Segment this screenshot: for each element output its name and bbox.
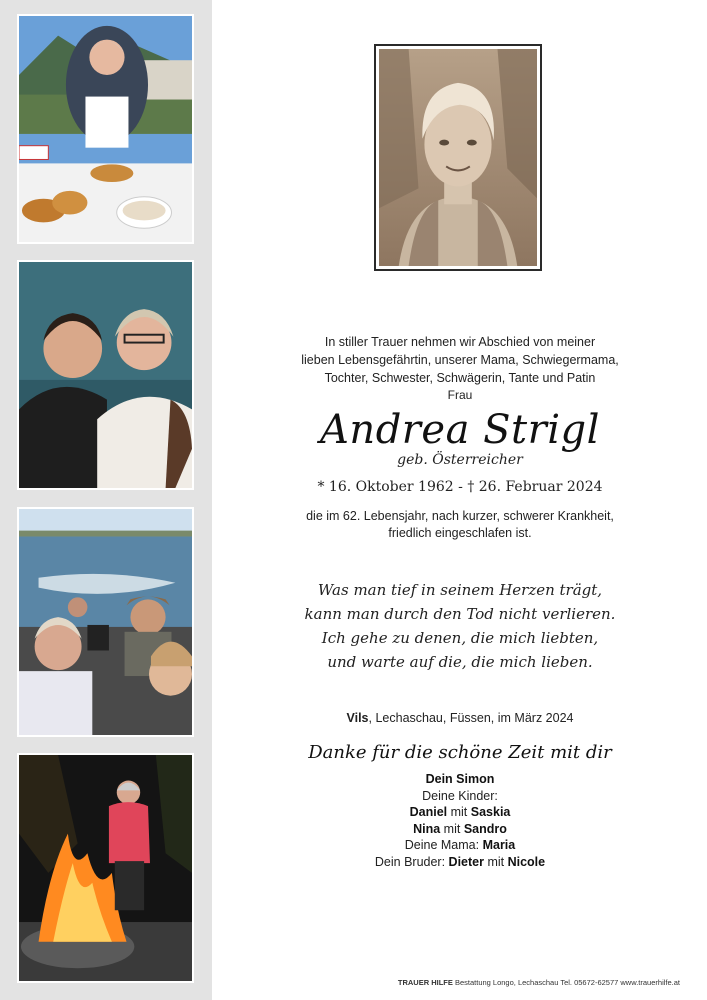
thanks-line: Danke für die schöne Zeit mit dir: [308, 742, 612, 763]
mourners-list: [240, 771, 680, 870]
footer-credit: [240, 978, 680, 987]
title-frau: Frau: [447, 388, 473, 402]
intro-line: In stiller Trauer nehmen wir Abschied von meiner: [324, 335, 596, 349]
signer-partner: Dein Simon: [425, 772, 495, 786]
portrait-sepia: [374, 44, 542, 271]
verse-line: Ich gehe zu denen, die mich liebten,: [321, 629, 599, 647]
verse-line: kann man durch den Tod nicht verlieren.: [304, 605, 616, 623]
verse-line: und warte auf die, die mich lieben.: [327, 653, 593, 671]
place-rest: , Lechaschau, Füssen, im März 2024: [368, 711, 574, 725]
intro-line: lieben Lebensgefährtin, unserer Mama, Schwiegermama,: [301, 353, 619, 367]
verse-line: Was man tief in seinem Herzen trägt,: [317, 581, 603, 599]
photo-boat-lake: [17, 507, 194, 737]
intro-text: [240, 333, 680, 387]
life-dates: * 16. Oktober 1962 - † 26. Februar 2024: [317, 479, 603, 495]
photo-campfire: [17, 753, 194, 983]
intro-line: Tochter, Schwester, Schwägerin, Tante und Patin: [324, 371, 596, 385]
photo-cafe-breakfast: [17, 14, 194, 244]
footer-brand: TRAUER HILFE: [397, 978, 453, 987]
signer-children-label: Deine Kinder:: [422, 788, 498, 803]
photo-sidebar: [0, 0, 212, 1000]
signer-child-2: Nina mit Sandro: [413, 821, 507, 836]
signer-brother: Dein Bruder: Dieter mit Nicole: [374, 854, 546, 869]
verse: [240, 578, 680, 674]
signer-mother: Deine Mama: Maria: [404, 838, 516, 852]
death-line: friedlich eingeschlafen ist.: [388, 526, 532, 540]
photo-selfie: [17, 260, 194, 490]
footer-text: Bestattung Longo, Lechaschau Tel. 05672-62577 www.trauerhilfe.at: [452, 978, 680, 987]
place-date: [240, 711, 680, 725]
death-text: [240, 508, 680, 542]
signer-child-1: Daniel mit Saskia: [409, 805, 511, 819]
death-line: die im 62. Lebensjahr, nach kurzer, schwerer Krankheit,: [306, 509, 614, 523]
maiden-name: geb. Österreicher: [397, 452, 523, 468]
deceased-name: Andrea Strigl: [320, 407, 600, 453]
place-town: Vils: [346, 711, 369, 725]
